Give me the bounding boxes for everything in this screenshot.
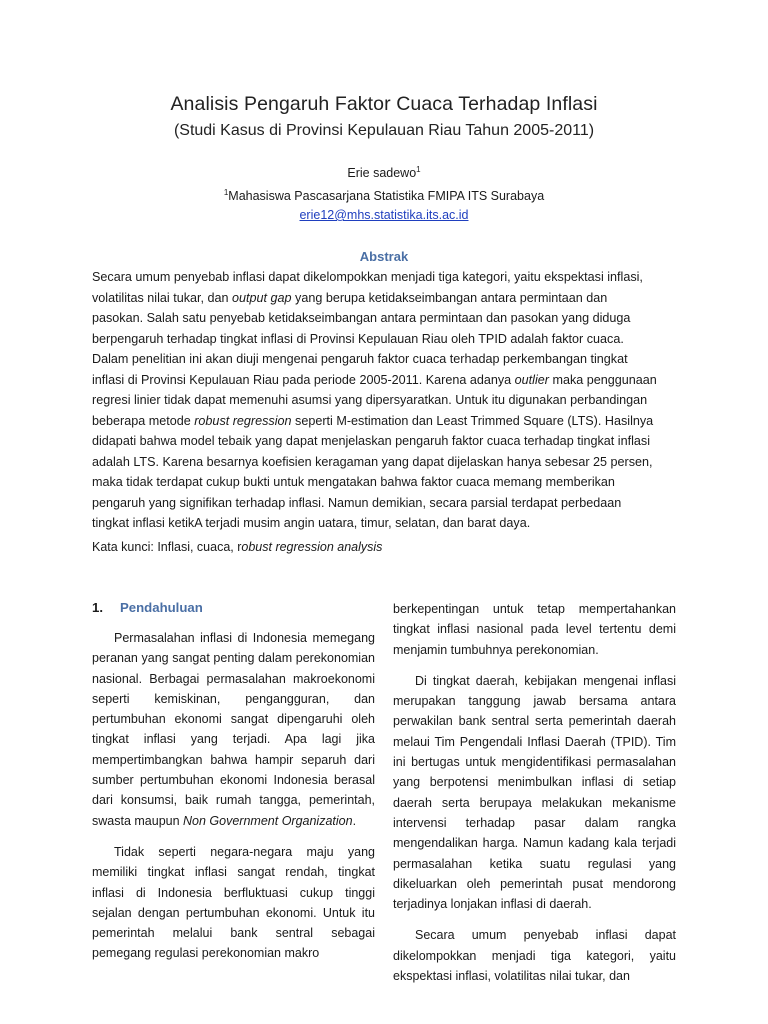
- section-title: Pendahuluan: [120, 600, 203, 615]
- abstract-line: pengaruh yang signifikan terhadap inflasi. Namun demikian, secara parsial terdapat perbedaan: [92, 495, 622, 510]
- paragraph: Secara umum penyebab inflasi dapat dikelompokkan menjadi tiga kategori, yaitu ekspektasi inflasi, volatilitas nilai tukar, dan: [393, 928, 676, 984]
- paragraph: Di tingkat daerah, kebijakan mengenai inflasi merupakan tanggung jawab bersama antara perwakilan bank sentral serta pemerintah daerah melaui Tim Pengendali Inflasi Daerah (TPID). Tim ini bertugas untuk mengidentifikasi permasalahan yang berpotensi menimbulkan inflasi di setiap daerah serta berupaya melakukan mekanisme intervensi terhadap pasar dalam rangka mengendalikan harga. Namun kadang kala terjadi permasalahan ketika suatu regulasi yang dikeluarkan oleh pemerintah pusat mendorong terjadinya lonjakan inflasi di daerah.: [393, 673, 676, 912]
- author-email-link[interactable]: erie12@mhs.statistika.its.ac.id: [299, 208, 469, 222]
- author-superscript: 1: [416, 164, 421, 174]
- paper-subtitle: (Studi Kasus di Provinsi Kepulauan Riau Tahun 2005-2011): [173, 122, 595, 139]
- paper-title: Analisis Pengaruh Faktor Cuaca Terhadap Inflasi: [170, 93, 598, 115]
- author-line: [0, 166, 768, 180]
- right-column: [393, 599, 676, 997]
- abstract-heading: Abstrak: [359, 249, 409, 264]
- abstract-line: Secara umum penyebab inflasi dapat dikelompokkan menjadi tiga kategori, yaitu ekspektasi inflasi,: [92, 270, 643, 284]
- paragraph: Tidak seperti negara-negara maju yang memiliki tingkat inflasi sangat rendah, tingkat inflasi di Indonesia berfluktuasi cukup tinggi sejalan dengan pertumbuhan ekonomi. Untuk itu pemerintah melalui bank sentral sebagai pemegang regulasi perekonomian makro: [92, 844, 375, 961]
- affiliation-line: [0, 189, 768, 203]
- italic-term: robust regression: [194, 413, 292, 428]
- abstract-line: adalah LTS. Karena besarnya koefisien keragaman yang dapat dijelaskan hanya sebesar 25 persen,: [92, 454, 653, 469]
- affiliation-superscript: 1: [223, 187, 229, 197]
- email-line: [0, 208, 768, 222]
- abstract-line: didapati bahwa model tebaik yang dapat menjelaskan pengaruh faktor cuaca terhadap tingkat inflasi: [92, 434, 650, 448]
- section-heading-pendahuluan: [92, 600, 203, 615]
- paragraph-text: .: [352, 813, 357, 828]
- keywords-plain: Inflasi, cuaca, r: [153, 540, 242, 554]
- affiliation-text: Mahasiswa Pascasarjana Statistika FMIPA ITS Surabaya: [228, 189, 545, 203]
- keywords-label: Kata kunci:: [92, 540, 154, 554]
- paragraph-italic: Non Government Organization: [183, 813, 353, 828]
- keywords-line: [92, 540, 676, 554]
- abstract-line: regresi linier tidak dapat memenuhi asumsi yang dipersyaratkan. Untuk itu digunakan perbandingan: [92, 393, 648, 407]
- paragraph-text: Permasalahan inflasi di Indonesia memegang peranan yang sangat penting dalam perekonomian nasional. Berbagai permasalahan makroekonomi seperti kemiskinan, pengangguran, dan pertumbuhan ekonomi sangat dipengaruhi oleh tingkat inflasi yang terjadi. Apa lagi jika mempertimbangkan bahwa hampir separuh dari sumber pertumbuhan ekonomi Indonesia berasal dari konsumsi, baik rumah tangga, pemerintah, swasta maupun: [92, 631, 375, 828]
- abstract-line: beberapa metode robust regression seperti M-estimation dan Least Trimmed Square (LTS). Hasilnya: [92, 413, 654, 428]
- keywords-italic: obust regression analysis: [241, 540, 383, 554]
- abstract-line: tingkat inflasi ketikA terjadi musim angin uatara, timur, selatan, dan barat daya.: [92, 516, 531, 530]
- italic-term: outlier: [514, 372, 549, 387]
- abstract-line: maka tidak terdapat cukup bukti untuk mengatakan bahwa faktor cuaca memang memberikan: [92, 475, 615, 489]
- italic-term: output gap: [232, 290, 292, 305]
- paragraph: [92, 628, 375, 831]
- paragraph: berkepentingan untuk tetap mempertahankan tingkat inflasi nasional pada level tertentu demi menjamin tumbuhnya perekonomian.: [393, 602, 676, 657]
- abstract-line: inflasi di Provinsi Kepulauan Riau pada periode 2005-2011. Karena adanya outlier maka penggunaan: [92, 372, 657, 387]
- abstract-line: berpengaruh terhadap tingkat inflasi di Provinsi Kepulauan Riau oleh TPID adalah faktor cuaca.: [92, 331, 624, 346]
- abstract-line: pasokan. Salah satu penyebab ketidakseimbangan antara permintaan dan pasokan yang diduga: [92, 311, 631, 325]
- left-column: [92, 628, 375, 975]
- section-number: 1.: [92, 600, 103, 615]
- author-name: Erie sadewo: [347, 166, 417, 180]
- abstract-line: Dalam penelitian ini akan diuji mengenai pengaruh faktor cuaca terhadap perkembangan tingkat: [92, 352, 628, 366]
- abstract-body: [92, 267, 676, 534]
- abstract-line: volatilitas nilai tukar, dan output gap yang berupa ketidakseimbangan antara permintaan dan: [92, 290, 608, 305]
